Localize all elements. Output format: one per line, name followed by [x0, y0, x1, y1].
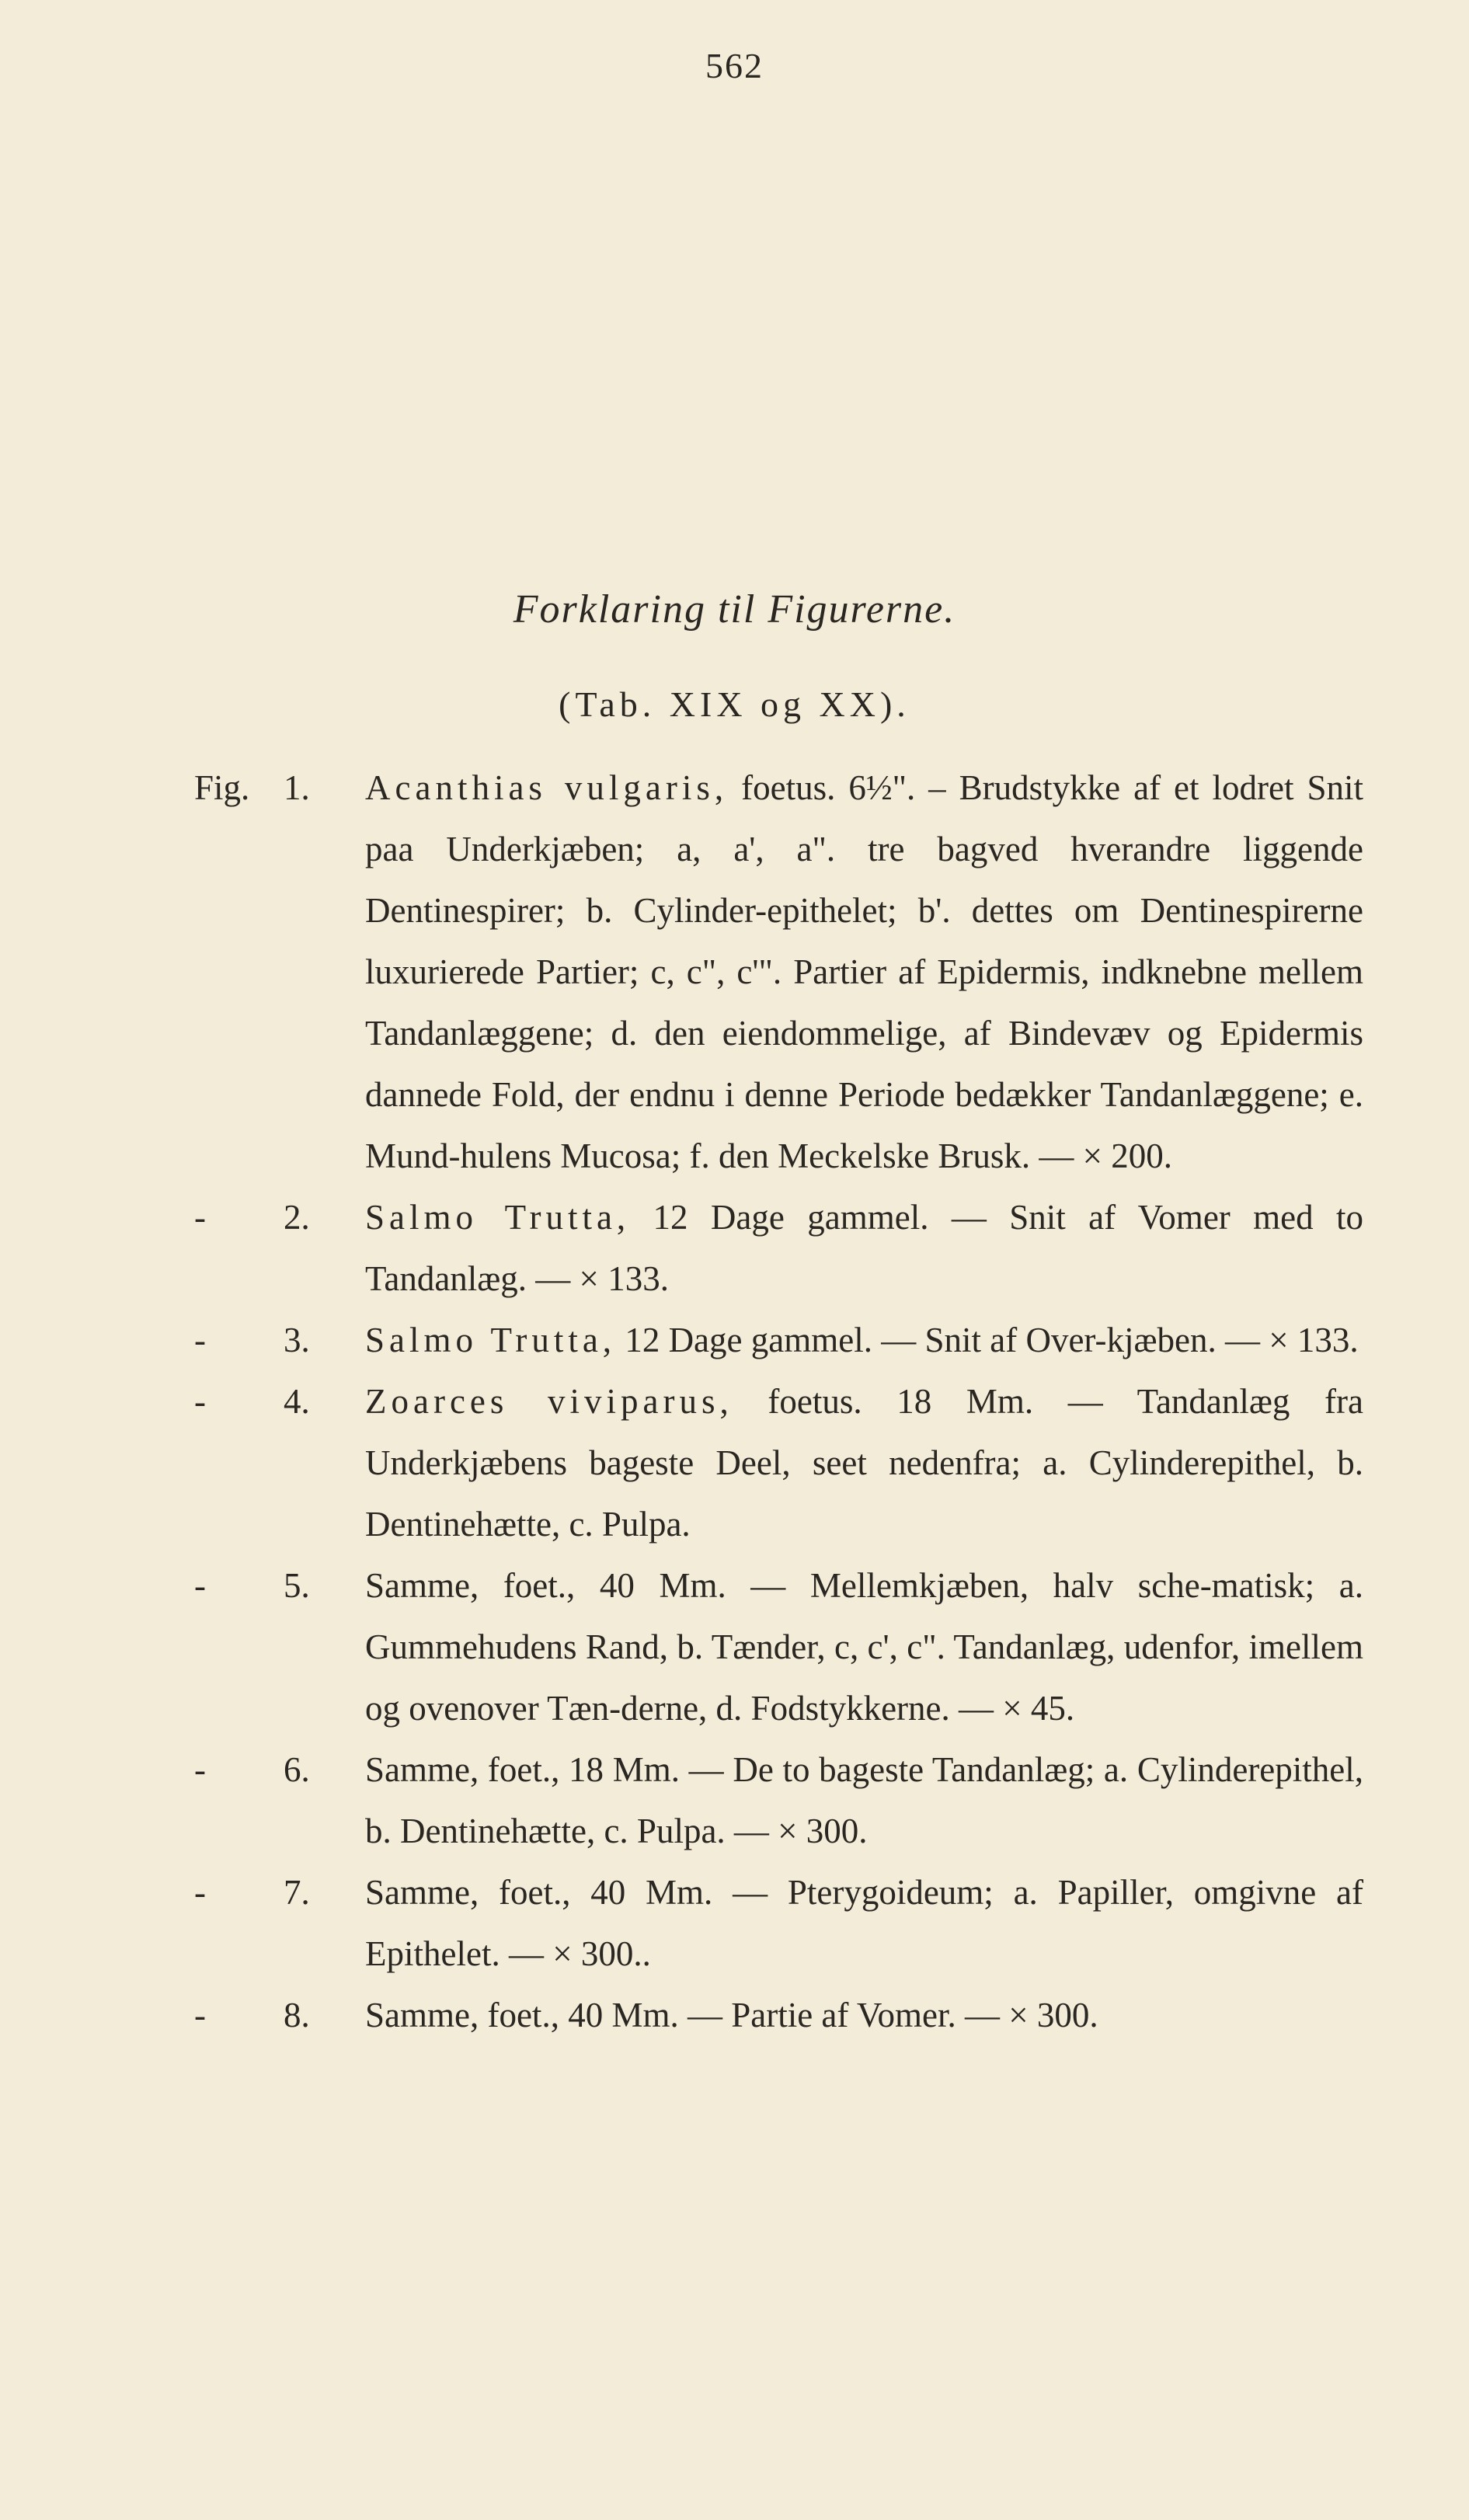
entry-prefix: -	[194, 1873, 206, 1912]
entry-text: Samme, foet., 40 Mm. — Pterygoideum; a. Papiller, omgivne af Epithelet. — × 300..	[365, 1873, 1363, 1973]
entry-text: Samme, foet., 40 Mm. — Partie af Vomer. — × 300.	[365, 1996, 1098, 2034]
figure-entry-6	[0, 1739, 1469, 1862]
entry-prefix: Fig.	[194, 768, 250, 807]
entry-prefix: -	[194, 1566, 206, 1605]
entry-text: foetus. 6½". – Brudstykke af et lodret Snit paa Underkjæben; a, a', a". tre bagved hverandre liggende Dentinespirer; b. Cylinder-epithelet; b'. dettes om Dentinespirerne luxurierede Partier; c, c", c'". Partier af Epidermis, indknebne mellem Tandanlæggene; d. den eiendommelige, af Bindevæv og Epidermis dannede Fold, der endnu i denne Periode bedækker Tandanlæggene; e. Mund-hulens Mucosa; f. den Meckelske Brusk. — × 200.	[365, 768, 1363, 1175]
plate-reference: (Tab. XIX og XX).	[559, 684, 910, 724]
entry-text: 12 Dage gammel. — Snit af Vomer med to Tandanlæg. — × 133.	[365, 1198, 1363, 1298]
figure-number: 4.	[284, 1382, 310, 1421]
entry-text: Samme, foet., 40 Mm. — Mellemkjæben, halv sche-matisk; a. Gummehudens Rand, b. Tænder, c, c', c". Tandanlæg, udenfor, imellem og ovenover Tæn-derne, d. Fodstykkerne. — × 45.	[365, 1566, 1363, 1728]
entry-prefix: -	[194, 1321, 206, 1359]
figure-number: 7.	[284, 1873, 310, 1912]
species-name: Acanthias vulgaris,	[365, 768, 729, 807]
species-name: Salmo Trutta,	[365, 1198, 631, 1237]
figure-number: 8.	[284, 1996, 310, 2034]
entry-prefix: -	[194, 1996, 206, 2034]
entry-prefix: -	[194, 1198, 206, 1237]
entry-text: foetus. 18 Mm. — Tandanlæg fra Underkjæbens bageste Deel, seet nedenfra; a. Cylinderepithel, b. Dentinehætte, c. Pulpa.	[365, 1382, 1363, 1544]
figure-number: 3.	[284, 1321, 310, 1359]
entry-text: Samme, foet., 18 Mm. — De to bageste Tandanlæg; a. Cylinderepithel, b. Dentinehætte, c. Pulpa. — × 300.	[365, 1750, 1363, 1850]
page-number: 562	[705, 46, 764, 85]
figure-number: 6.	[284, 1750, 310, 1789]
figure-entry-4	[0, 1371, 1469, 1555]
entry-prefix: -	[194, 1750, 206, 1789]
page-title: Forklaring til Figurerne.	[513, 587, 956, 632]
figure-number: 1.	[284, 768, 310, 807]
figure-number: 2.	[284, 1198, 310, 1237]
figure-entry-8	[0, 1985, 1469, 2046]
figure-number: 5.	[284, 1566, 310, 1605]
figure-entry-7	[0, 1862, 1469, 1985]
figure-entry-3	[0, 1310, 1469, 1371]
figure-entry-1	[0, 757, 1469, 1187]
figure-legend-list	[0, 757, 1469, 2046]
entry-text: 12 Dage gammel. — Snit af Over-kjæben. — × 133.	[616, 1321, 1359, 1359]
figure-entry-2	[0, 1187, 1469, 1310]
figure-entry-5	[0, 1555, 1469, 1739]
species-name: Zoarces viviparus,	[365, 1382, 733, 1421]
species-name: Salmo Trutta,	[365, 1321, 617, 1359]
entry-prefix: -	[194, 1382, 206, 1421]
